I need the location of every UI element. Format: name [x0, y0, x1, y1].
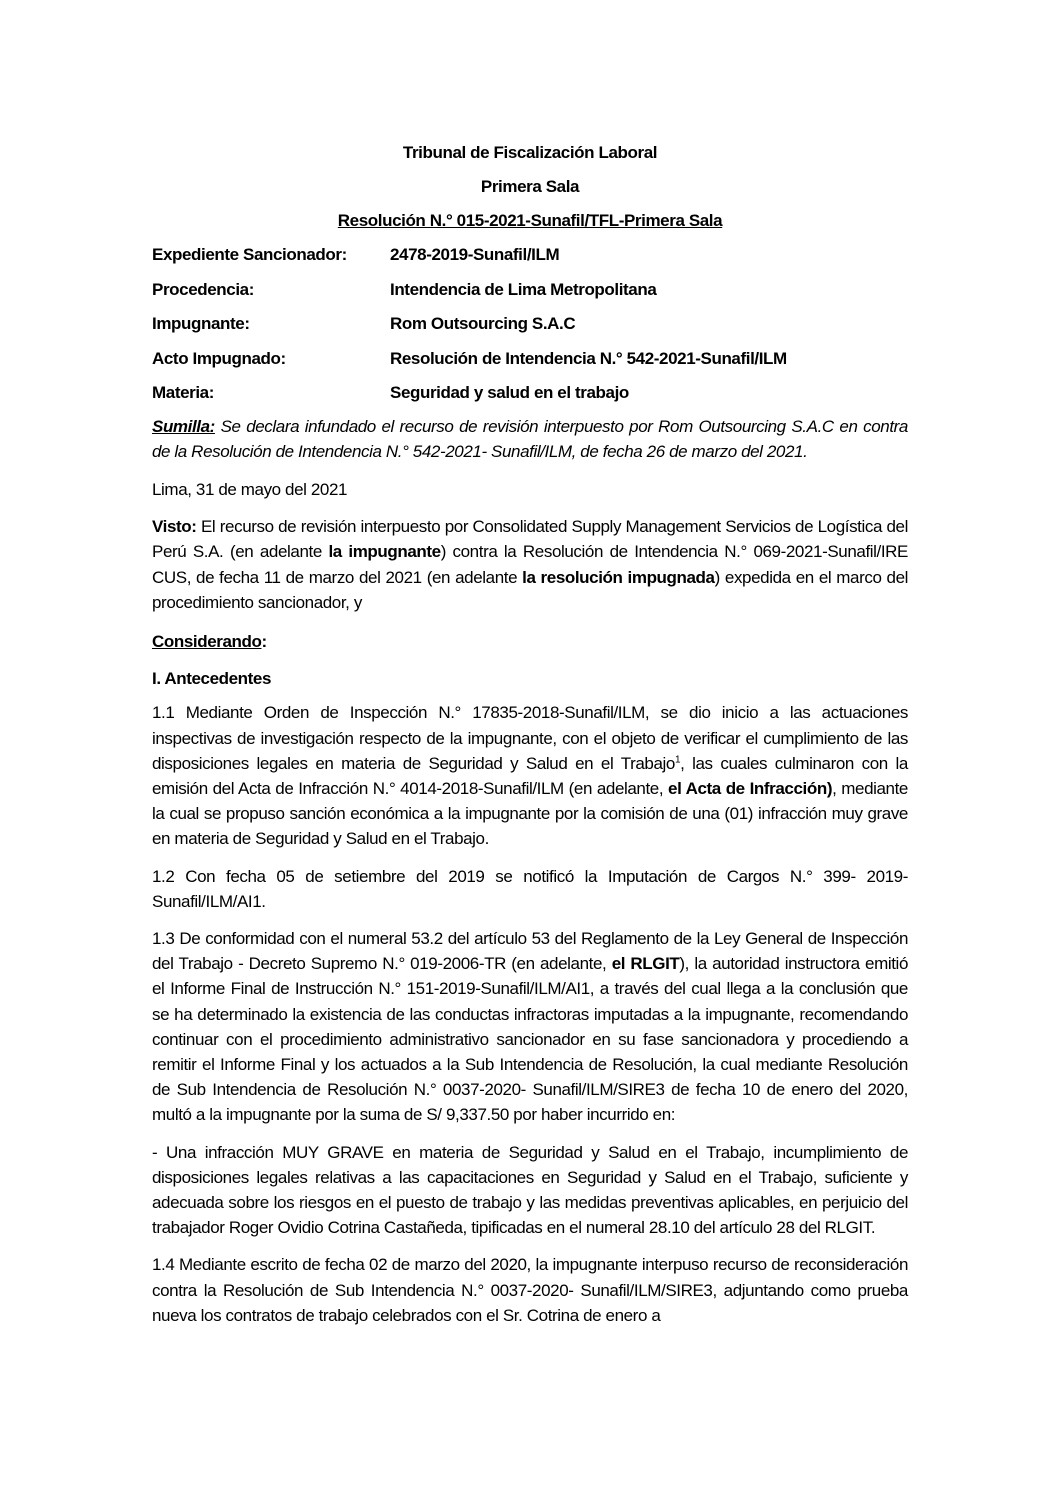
- meta-row-procedencia: [152, 273, 908, 308]
- meta-row-impugnante: [152, 307, 908, 342]
- meta-label: Materia:: [152, 383, 214, 402]
- paragraph-text: 1.3 De conformidad con el numeral 53.2 del artículo 53 del Reglamento de la Ley General de Inspección del Trabajo - Decreto Supremo N.° 019-2006-TR (en adelante,: [152, 928, 908, 974]
- meta-label: Expediente Sancionador:: [152, 245, 347, 264]
- paragraph-1-4: 1.4 Mediante escrito de fecha 02 de marzo del 2020, la impugnante interpuso recurso de reconsideración contra la Resolución de Sub Intendencia N.° 0037-2020- Sunafil/ILM/SIRE3, adjuntando como prueba nueva los contratos de trabajo celebrados con el Sr. Cotrina de enero a: [152, 1255, 908, 1325]
- sala-title: Primera Sala: [480, 177, 580, 196]
- antecedentes-heading: I. Antecedentes: [152, 669, 272, 689]
- visto-text: El recurso de revisión interpuesto por Consolidated Supply Management Servicios de Logística del Perú S.A. (en adelante: [152, 517, 908, 562]
- considerando-colon: :: [261, 631, 267, 651]
- paragraph-infraction-item: - Una infracción MUY GRAVE en materia de Seguridad y Salud en el Trabajo, incumplimiento de disposiciones legales relativas a las capacitaciones en Seguridad y Salud en el Trabajo, suficiente y adecuada sobre los riesgos en el puesto de trabajo y las medidas preventivas aplicables, en perjuicio del trabajador Roger Ovidio Cotrina Castañeda, tipificadas en el numeral 28.10 del artículo 28 del RLGIT.: [152, 1142, 908, 1238]
- paragraph-1-3: [152, 926, 908, 1128]
- meta-label: Acto Impugnado:: [152, 348, 286, 368]
- paragraph-text: 1.1 Mediante Orden de Inspección N.° 17835-2018-Sunafil/ILM, se dio inicio a las actuaciones inspectivas de investigación respecto de la impugnante, con el objeto de verificar el cumplimiento de las disposiciones legales en materia de Seguridad y Salud en el Trabajo: [152, 703, 908, 773]
- meta-value: Intendencia de Lima Metropolitana: [390, 279, 657, 299]
- sumilla-text: Se declara infundado el recurso de revisión interpuesto por Rom Outsourcing S.A.C en contra de la Resolución de Intendencia N.° 542-2021- Sunafil/ILM, de fecha 26 de marzo del 2021.: [152, 416, 908, 461]
- paragraph-bold: el Acta de Infracción): [668, 778, 833, 798]
- meta-value: Resolución de Intendencia N.° 542-2021-Sunafil/ILM: [390, 348, 787, 368]
- visto-label: Visto:: [152, 517, 197, 537]
- sumilla-label: Sumilla:: [152, 416, 215, 436]
- meta-label: Impugnante:: [152, 314, 250, 333]
- meta-value: 2478-2019-Sunafil/ILM: [390, 245, 560, 264]
- considerando-label: Considerando: [152, 631, 262, 651]
- footnote-ref: 1: [674, 754, 681, 766]
- paragraph-bold: el RLGIT: [611, 954, 680, 974]
- tribunal-title: Tribunal de Fiscalización Laboral: [402, 143, 658, 162]
- paragraph-text: , las cuales culminaron con la emisión del Acta de Infracción N.° 4014-2018-Sunafil/ILM (en adelante,: [152, 753, 908, 798]
- visto-bold: la resolución impugnada: [522, 567, 715, 587]
- considerando-heading: [152, 629, 908, 654]
- paragraph-text: ), la autoridad instructora emitió el Informe Final de Instrucción N.° 151-2019-Sunafil/ILM/AI1, a través del cual llega a la conclusión que se ha determinado la existencia de las conductas infractoras imputadas a la impugnante, recomendando continuar con el procedimiento administrativo sancionador en su fase sancionadora y procediendo a remitir el Informe Final y los actuados a la Sub Intendencia de Resolución, la cual mediante Resolución de Sub Intendencia de Resolución N.° 0037-2020- Sunafil/ILM/SIRE3 de fecha 10 de enero del 2020, multó a la impugnante por la suma de S/ 9,337.50 por haber incurrido en:: [152, 954, 908, 1125]
- resolution-number: Resolución N.° 015-2021-Sunafil/TFL-Primera Sala: [337, 211, 723, 230]
- meta-value: Seguridad y salud en el trabajo: [390, 383, 629, 402]
- document-page: [152, 136, 908, 1328]
- case-metadata: [152, 238, 908, 411]
- visto-paragraph: [152, 514, 908, 615]
- paragraph-1-1: [152, 700, 908, 851]
- paragraph-1-2: 1.2 Con fecha 05 de setiembre del 2019 se notificó la Imputación de Cargos N.° 399- 2019-Sunafil/ILM/AI1.: [152, 866, 908, 911]
- visto-bold: la impugnante: [328, 542, 441, 562]
- meta-row-acto-impugnado: [152, 342, 908, 377]
- meta-label: Procedencia:: [152, 279, 254, 299]
- document-date: Lima, 31 de mayo del 2021: [152, 479, 348, 499]
- visto-text: ) contra la Resolución de Intendencia N.° 069-2021-Sunafil/IRE CUS, de fecha 11 de marzo del 2021 (en adelante: [152, 542, 908, 587]
- meta-row-expediente: [152, 238, 908, 273]
- meta-value: Rom Outsourcing S.A.C: [390, 314, 576, 333]
- sumilla-paragraph: [152, 414, 908, 464]
- visto-text: ) expedida en el marco del procedimiento sancionador, y: [152, 567, 909, 612]
- paragraph-text: , mediante la cual se propuso sanción económica a la impugnante por la comisión de una (01) infracción muy grave en materia de Seguridad y Salud en el Trabajo.: [152, 778, 908, 849]
- meta-row-materia: [152, 376, 908, 411]
